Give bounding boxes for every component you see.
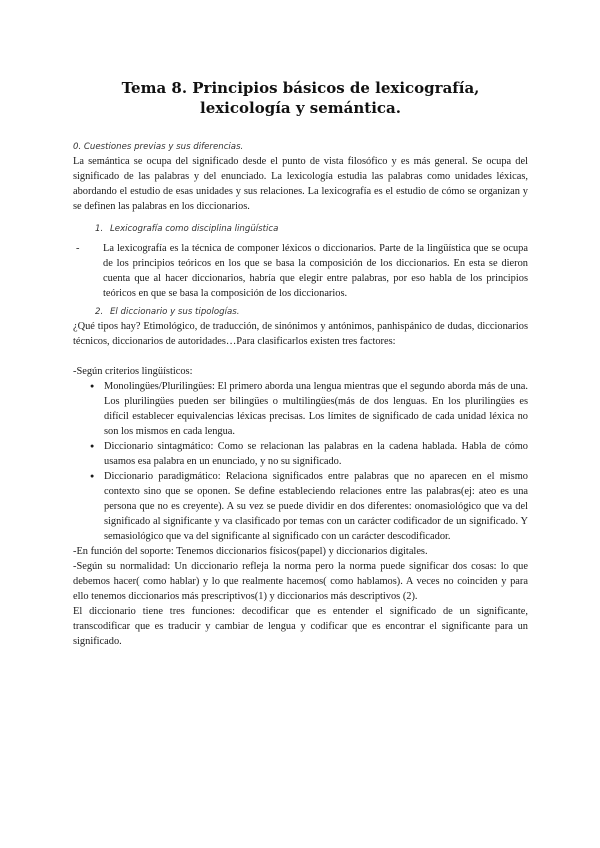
section-2-intro: ¿Qué tipos hay? Etimológico, de traducción, de sinónimos y antónimos, panhispánico de dudas, diccionarios técnicos, diccionarios de autoridades…Para clasificarlos existen tres factores:	[73, 321, 528, 347]
section-2-heading-text: El diccionario y sus tipologías.	[110, 307, 240, 317]
section-0-heading	[73, 138, 528, 154]
bullet-text: Diccionario paradigmático: Relaciona significados entre palabras que no aparecen en el mismo contexto sino que se oponen. Se define estableciendo relaciones entre las palabras(ej: ateo es una persona que no es creyente). A su vez se puede dividir en dos diferentes: onomasiológico que va del significado al significante y va clasificado por temas con un carácter codificador de un significado. Y semasiológico que va del significante al significado con un carácter descodificador.	[104, 471, 528, 542]
section-1-item-text: La lexicografía es la técnica de componer léxicos o diccionarios. Parte de la lingüística que se ocupa de los principios teóricos en los que se basa la composición de los diccionarios. En esta se dieron cuenta que al hacer diccionarios, habría que elegir entre palabras, por eso habla de los principios teóricos en que se basa la composición de los diccionarios.	[103, 243, 528, 299]
list-item	[90, 439, 528, 469]
section-1-list-item	[73, 241, 528, 301]
section-0-paragraph: La semántica se ocupa del significado desde el punto de vista filosófico y es más general. Se ocupa del significado de las palabras y del enunciado. La lexicología estudia las palabras como unidades léxicas, abordando el estudio de esas unidades y sus relaciones. La lexicografía es el estudio de cómo se organizan y se definen las palabras en los diccionarios.	[73, 156, 528, 212]
section-2-heading	[95, 306, 528, 319]
list-item	[90, 379, 528, 439]
bullet-icon: ●	[90, 442, 95, 450]
dash-marker: -	[76, 243, 80, 254]
list-item	[90, 469, 528, 544]
section-0-heading-text: 0. Cuestiones previas y sus diferencias.	[73, 142, 244, 152]
section-1-heading-text: Lexicografía como disciplina lingüística	[110, 224, 279, 234]
criteria-heading: -Según criterios lingüísticos:	[73, 366, 193, 377]
section-2-number: 2.	[95, 307, 104, 317]
section-1-heading	[95, 223, 528, 236]
normalidad-paragraph: -Según su normalidad: Un diccionario refleja la norma pero la norma puede significar dos cosas: lo que debemos hacer( como hablar) y lo que realmente hacemos( como hablamos). A veces no coinciden y para ello tenemos diccionarios más prescriptivos(1) y diccionarios más descriptivos (2).	[73, 561, 528, 602]
document-title: Tema 8. Principios básicos de lexicografía, lexicología y semántica.	[121, 79, 480, 117]
bullet-text: Monolingües/Plurilingües: El primero aborda una lengua mientras que el segundo aborda más de una. Los plurilingües pueden ser bilingües o multilingües(más de dos lenguas. En los plurilingües es difícil establecer equivalencias léxicas precisas. Los límites de significado de cada unidad léxica no son los mismos en cada lengua.	[104, 381, 528, 437]
blank-line	[73, 349, 528, 364]
bullet-icon: ●	[90, 382, 95, 390]
section-1-number: 1.	[95, 224, 104, 234]
bullet-icon: ●	[90, 472, 95, 480]
bullet-text: Diccionario sintagmático: Como se relacionan las palabras en la cadena hablada. Habla de cómo usamos esa palabra en un enunciado, y no su significado.	[104, 441, 528, 467]
soporte-paragraph: -En función del soporte: Tenemos diccionarios físicos(papel) y diccionarios digitales.	[73, 546, 428, 557]
funciones-paragraph: El diccionario tiene tres funciones: decodificar que es entender el significado de un significante, transcodificar que es traducir y cambiar de lengua y codificar que es encontrar el significante para un significado.	[73, 606, 528, 647]
